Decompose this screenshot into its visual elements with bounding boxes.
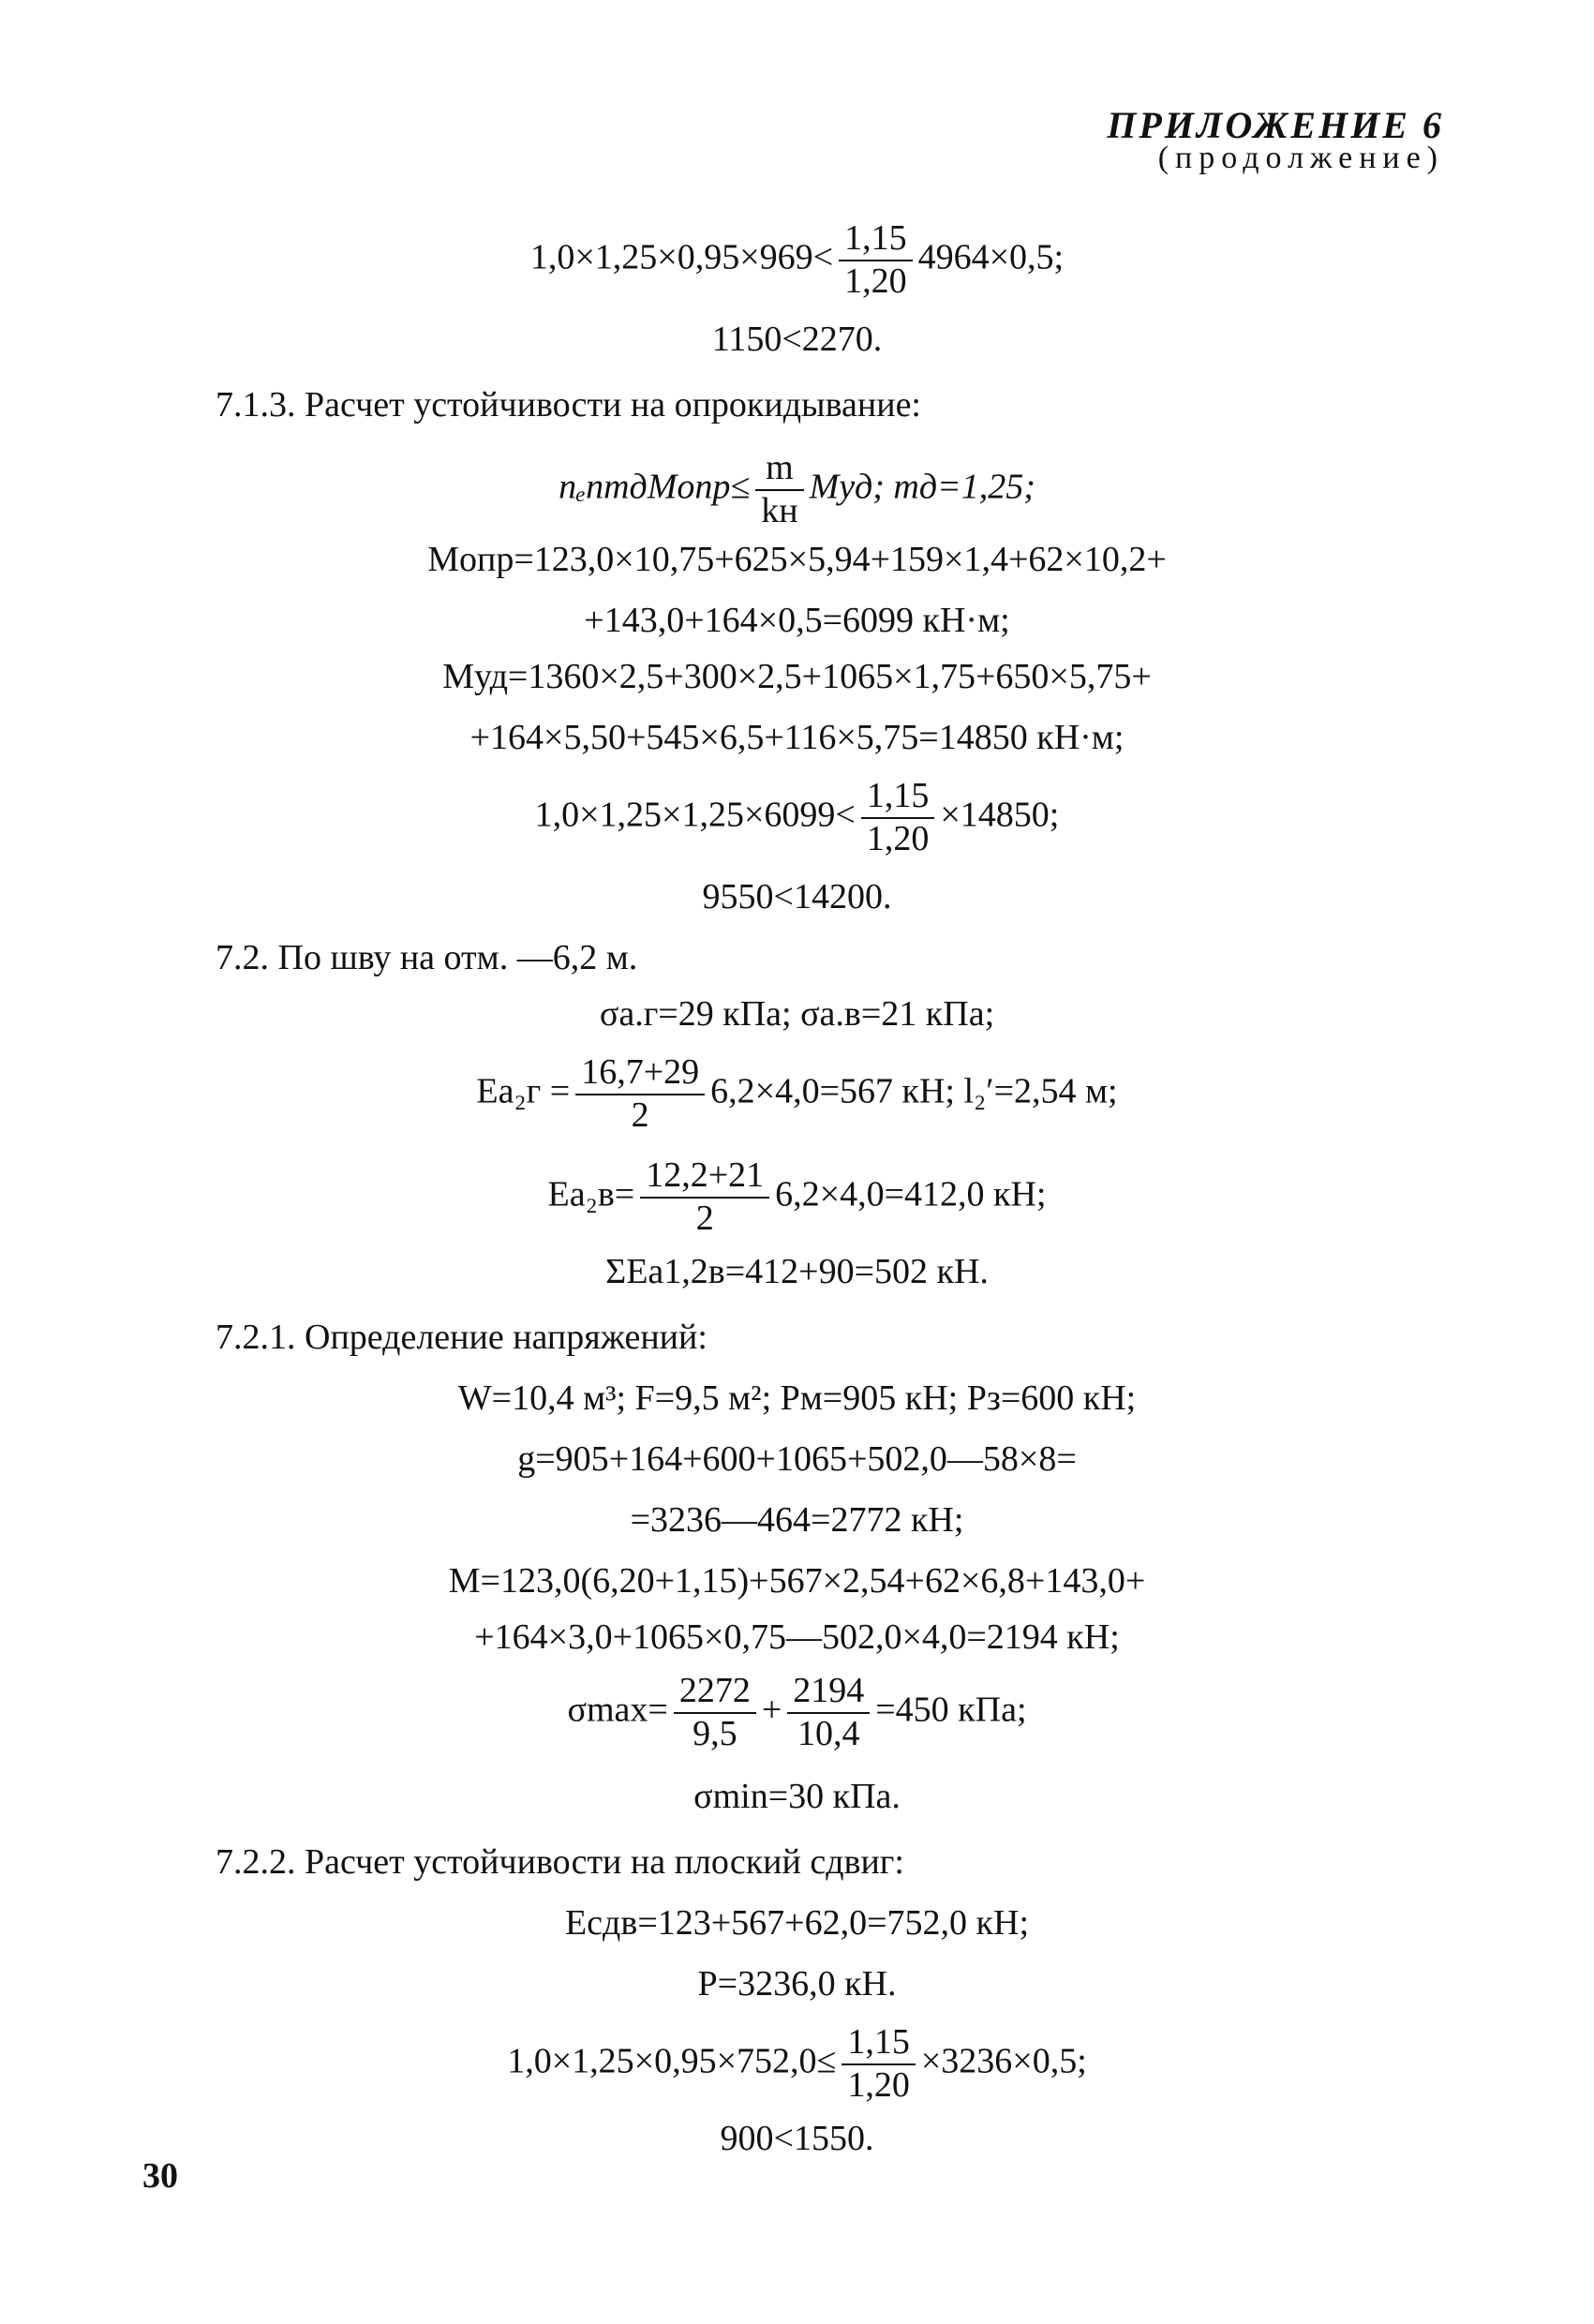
formula-line [0, 778, 1594, 858]
formula-text: 6,2×4,0=567 кН; l₂′=2,54 м; [710, 1071, 1118, 1111]
fraction-numerator: 12,2+21 [640, 1157, 769, 1199]
formula-text: 4964×0,5; [917, 237, 1065, 277]
formula-line [0, 1054, 1594, 1135]
fraction [575, 1054, 705, 1135]
fraction-denominator: 1,20 [866, 818, 930, 858]
formula-line: 1150<2270. [711, 320, 883, 359]
formula-text: Mуд; mд=1,25; [809, 467, 1035, 507]
formula-text: 1,0×1,25×0,95×752,0≤ [507, 2041, 837, 2081]
formula-line: +164×3,0+1065×0,75—502,0×4,0=2194 кН; [474, 1617, 1120, 1657]
section-heading: 7.2.2. Расчет устойчивости на плоский сдвиг: [216, 1842, 904, 1882]
fraction [839, 220, 913, 301]
formula-line: 900<1550. [720, 2119, 874, 2158]
formula-line: Eсдв=123+567+62,0=752,0 кН; [564, 1903, 1030, 1943]
formula-text: nₑnmдMопр≤ [559, 467, 751, 507]
fraction [842, 2024, 916, 2105]
formula-line: 9550<14200. [702, 877, 892, 916]
formula-text: σmax= [567, 1690, 668, 1730]
formula-text: 1,0×1,25×1,25×6099< [534, 795, 856, 835]
fraction-denominator: 9,5 [693, 1713, 737, 1753]
formula-text: Eа₂г = [476, 1071, 571, 1111]
appendix-subtitle: (продолжение) [1157, 141, 1444, 175]
fraction-numerator: m [755, 450, 803, 491]
formula-line: σmin=30 кПа. [693, 1777, 901, 1816]
fraction [640, 1157, 769, 1238]
fraction-denominator: 1,20 [847, 2064, 910, 2105]
formula-line: =3236—464=2772 кН; [630, 1500, 964, 1540]
formula-text: =450 кПа; [875, 1690, 1027, 1730]
formula-line: Mопр=123,0×10,75+625×5,94+159×1,4+62×10,2+ [427, 540, 1167, 579]
formula-line [0, 2024, 1594, 2105]
fraction-numerator: 2272 [674, 1673, 756, 1714]
formula-text: Eа₂в= [547, 1174, 635, 1214]
formula-line: M=123,0(6,20+1,15)+567×2,54+62×6,8+143,0+ [448, 1561, 1146, 1601]
formula-text: ×3236×0,5; [920, 2041, 1087, 2081]
fraction-denominator: 2 [695, 1198, 714, 1238]
fraction-numerator: 1,15 [842, 2024, 916, 2065]
fraction-numerator: 1,15 [839, 220, 913, 261]
fraction [787, 1673, 870, 1753]
formula-text: 1,0×1,25×0,95×969< [529, 237, 834, 277]
formula-line: P=3236,0 кН. [697, 1964, 897, 2004]
fraction [861, 778, 935, 858]
page-number: 30 [142, 2156, 178, 2196]
formula-line: Mуд=1360×2,5+300×2,5+1065×1,75+650×5,75+ [442, 657, 1152, 696]
formula-line: σа.г=29 кПа; σа.в=21 кПа; [599, 994, 995, 1034]
fraction-numerator: 16,7+29 [575, 1054, 705, 1095]
section-heading: 7.2.1. Определение напряжений: [216, 1318, 708, 1357]
formula-line [0, 450, 1594, 530]
formula-line: +143,0+164×0,5=6099 кН·м; [584, 601, 1010, 640]
fraction-denominator: 2 [631, 1095, 649, 1135]
formula-text: 6,2×4,0=412,0 кН; [775, 1174, 1047, 1214]
formula-line [0, 1157, 1594, 1238]
fraction [674, 1673, 756, 1753]
formula-line [0, 220, 1594, 301]
formula-line: +164×5,50+545×6,5+116×5,75=14850 кН·м; [469, 718, 1125, 757]
formula-line: g=905+164+600+1065+502,0—58×8= [517, 1439, 1077, 1479]
formula-line [0, 1673, 1594, 1753]
section-heading: 7.2. По шву на отм. —6,2 м. [216, 938, 638, 977]
appendix-title: ПРИЛОЖЕНИЕ 6 [1107, 104, 1444, 146]
section-heading: 7.1.3. Расчет устойчивости на опрокидывание: [216, 385, 921, 425]
fraction-denominator: kн [761, 490, 798, 530]
fraction-denominator: 1,20 [844, 261, 907, 301]
fraction [755, 450, 803, 530]
fraction-numerator: 2194 [787, 1673, 870, 1714]
formula-line: ΣEа1,2в=412+90=502 кН. [605, 1252, 989, 1291]
formula-text: ×14850; [940, 795, 1060, 835]
formula-text: + [761, 1690, 782, 1730]
fraction-denominator: 10,4 [797, 1713, 860, 1753]
fraction-numerator: 1,15 [861, 778, 935, 819]
formula-line: W=10,4 м³; F=9,5 м²; Pм=905 кН; Pз=600 кН; [457, 1378, 1137, 1418]
